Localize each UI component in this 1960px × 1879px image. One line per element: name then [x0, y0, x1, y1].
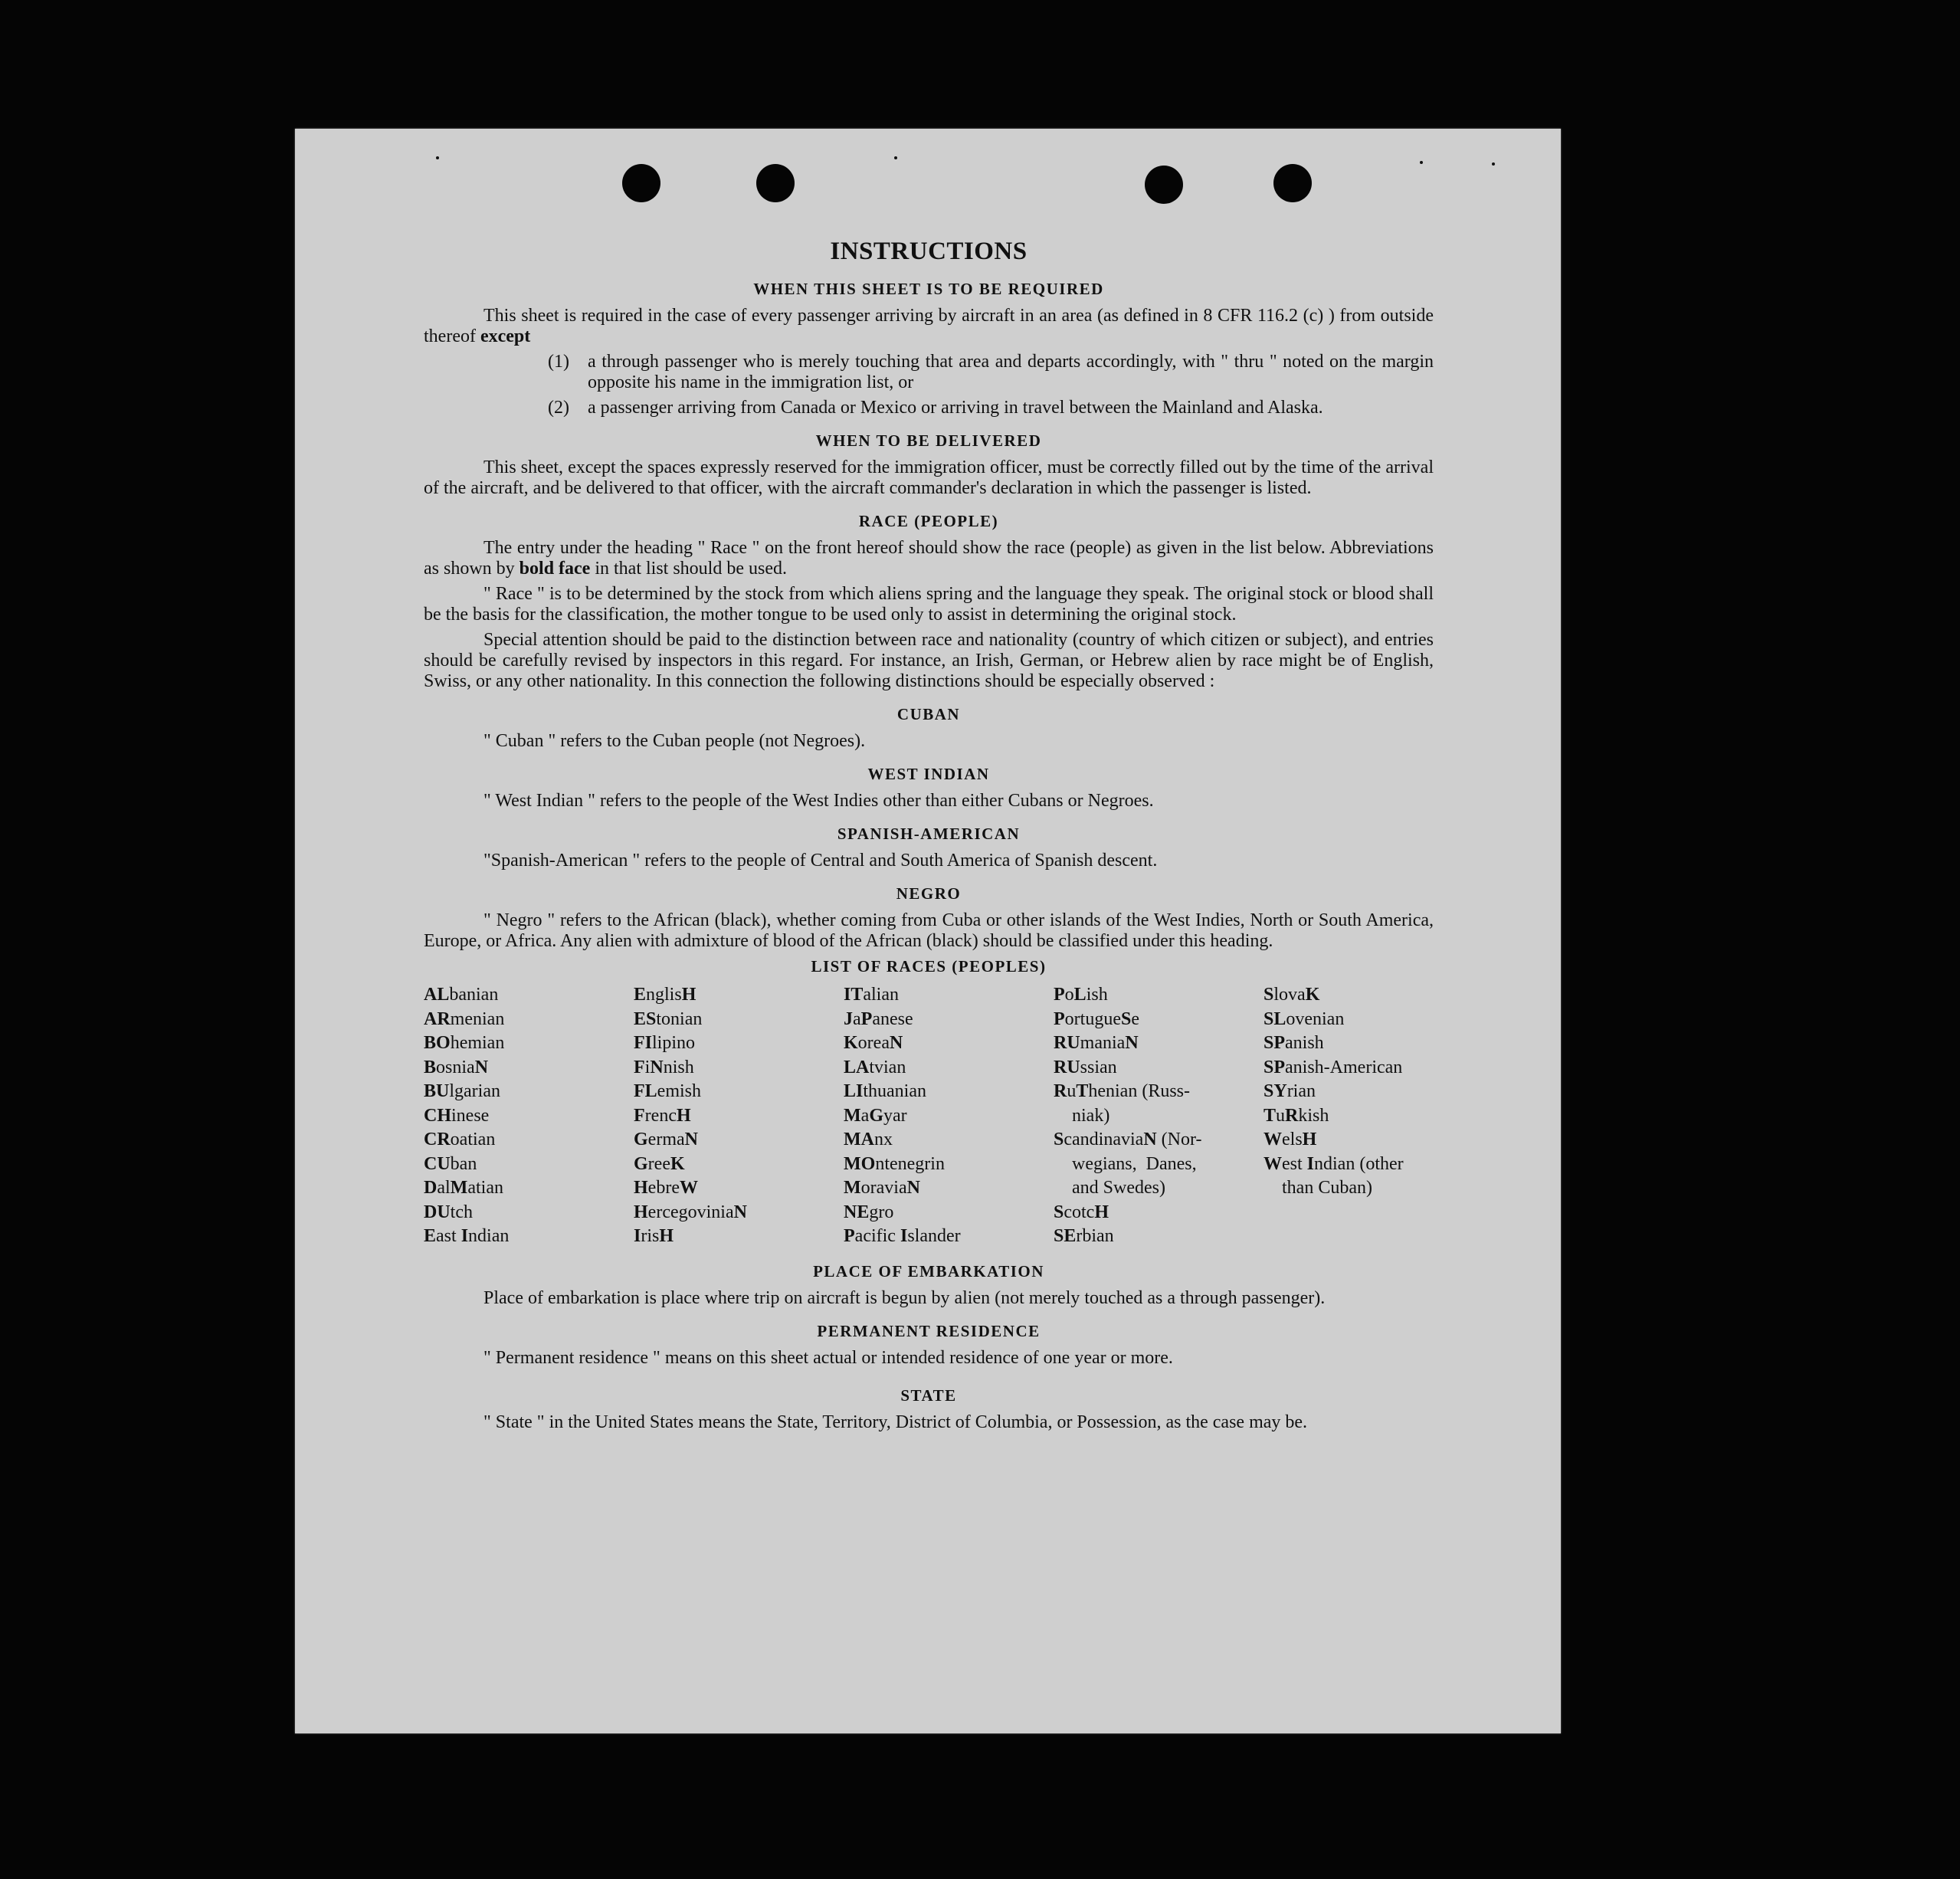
race-abbreviation: MO — [844, 1153, 876, 1174]
race-abbreviation: K — [670, 1153, 685, 1174]
race-entry — [844, 1104, 1054, 1129]
punch-hole — [1273, 164, 1312, 202]
paragraph: " Cuban " refers to the Cuban people (not Negroes). — [483, 731, 866, 751]
race-text: oravia — [860, 1178, 907, 1198]
race-abbreviation: P — [844, 1226, 855, 1246]
race-entry — [1054, 1031, 1264, 1056]
race-entry — [424, 1104, 634, 1129]
race-entry — [844, 983, 1054, 1008]
race-text: nx — [873, 1130, 893, 1149]
race-text: u — [1276, 1105, 1286, 1126]
race-text: ndian — [468, 1226, 510, 1246]
race-abbreviation: M — [450, 1178, 468, 1198]
race-abbreviation: L — [1073, 985, 1087, 1005]
race-entry — [424, 983, 634, 1008]
race-entry — [424, 1031, 634, 1056]
races-column — [1054, 983, 1264, 1249]
race-entry — [1264, 1176, 1440, 1201]
race-text: al — [437, 1178, 451, 1198]
section-heading: STATE — [900, 1385, 957, 1405]
race-abbreviation: SL — [1264, 1008, 1286, 1029]
punch-hole — [756, 164, 795, 202]
race-abbreviation: N — [906, 1178, 920, 1198]
race-abbreviation: SP — [1264, 1033, 1286, 1053]
speck — [436, 156, 439, 159]
race-abbreviation: H — [676, 1105, 691, 1126]
race-text: est — [1282, 1153, 1307, 1174]
race-abbreviation: P — [860, 1008, 873, 1029]
paragraph-text: in that list should be used. — [595, 559, 787, 579]
race-abbreviation: G — [634, 1153, 648, 1174]
race-entry — [1054, 1201, 1264, 1225]
race-entry — [1054, 1056, 1264, 1081]
race-text: acific — [854, 1226, 900, 1246]
race-text: e — [1131, 1008, 1139, 1029]
race-entry — [1054, 1080, 1264, 1104]
race-entry — [634, 1225, 844, 1249]
list-text: a passenger arriving from Canada or Mexico or arriving in travel between the Mainland and Alaska. — [588, 398, 1323, 418]
race-entry — [844, 1176, 1054, 1201]
document-page — [295, 129, 1561, 1733]
race-abbreviation: H — [634, 1202, 648, 1222]
race-entry — [1054, 1128, 1264, 1153]
race-text: candinavia — [1064, 1130, 1144, 1149]
race-text: niak) — [1072, 1105, 1110, 1126]
races-list — [424, 983, 1434, 1249]
race-entry — [634, 1153, 844, 1177]
race-abbreviation: T — [1264, 1105, 1277, 1126]
race-text: henian (Russ- — [1088, 1081, 1191, 1101]
race-abbreviation: B — [424, 1057, 437, 1077]
paragraph: " State " in the United States means the State, Territory, District of Columbia, or Possession, as the case may be. — [483, 1412, 1308, 1432]
race-text: tonian — [656, 1008, 703, 1029]
list-item — [548, 398, 1434, 418]
race-text: orea — [857, 1033, 890, 1053]
race-text: lgarian — [449, 1081, 500, 1101]
race-entry — [844, 1201, 1054, 1225]
section-heading: RACE (PEOPLE) — [858, 512, 999, 530]
race-entry — [1054, 1153, 1264, 1177]
race-text: o — [1064, 985, 1074, 1005]
bold-text: except — [480, 326, 531, 346]
race-text: tch — [450, 1202, 473, 1222]
race-abbreviation: F — [634, 1057, 645, 1077]
race-text: ish — [1086, 985, 1108, 1005]
races-column — [424, 983, 634, 1249]
speck — [1492, 162, 1495, 166]
section-heading: SPANISH-AMERICAN — [837, 825, 1021, 843]
race-abbreviation: H — [681, 985, 696, 1005]
races-column — [634, 983, 844, 1249]
race-abbreviation: P — [1054, 985, 1065, 1005]
race-text: wegians, Danes, — [1072, 1153, 1197, 1174]
list-number: (2) — [548, 398, 569, 418]
paragraph-text: The entry under the heading " Race " on the front hereof should show the race (people) as given in the list below. Abbreviations as shown by — [424, 538, 1434, 579]
paragraph-text: This sheet is required in the case of every passenger arriving by aircraft in an area (as defined in 8 CFR 116.2 (c) ) from outside thereof — [424, 306, 1434, 346]
section-heading: CUBAN — [896, 705, 961, 723]
paragraph — [424, 306, 1434, 347]
race-entry — [634, 1031, 844, 1056]
race-text: u — [1067, 1081, 1077, 1101]
race-abbreviation: CH — [424, 1105, 451, 1126]
races-column — [844, 983, 1054, 1249]
race-abbreviation: S — [1120, 1008, 1132, 1029]
race-text: lipino — [652, 1033, 696, 1053]
race-text: cotc — [1064, 1202, 1095, 1222]
race-text: anish — [1285, 1033, 1324, 1053]
race-text: ortugue — [1064, 1008, 1121, 1029]
race-abbreviation: BO — [424, 1033, 451, 1053]
race-entry — [424, 1056, 634, 1081]
race-abbreviation: H — [1302, 1130, 1317, 1149]
race-entry — [1264, 1008, 1440, 1032]
race-text: rian — [1286, 1081, 1316, 1101]
paragraph: This sheet, except the spaces expressly reserved for the immigration officer, must be correctly filled out by the time of the arrival of the aircraft, and be delivered to that officer, with the aircraft commander's declaration in which the passenger is listed. — [424, 457, 1434, 498]
race-entry — [1264, 1153, 1440, 1177]
race-abbreviation: H — [659, 1226, 674, 1246]
race-entry — [424, 1225, 634, 1249]
race-text: a — [860, 1105, 870, 1126]
race-abbreviation: IT — [844, 985, 864, 1005]
page-title: INSTRUCTIONS — [830, 238, 1028, 265]
race-entry — [844, 1008, 1054, 1032]
race-abbreviation: LA — [844, 1057, 870, 1077]
race-text: osnia — [436, 1057, 475, 1077]
race-abbreviation: T — [1076, 1081, 1089, 1101]
paragraph: " Negro " refers to the African (black), whether coming from Cuba or other islands of the West Indies, North or South America, Europe, or Africa. Any alien with admixture of blood of the African (black) should be classified under this heading. — [424, 910, 1434, 951]
paragraph: " Permanent residence " means on this sheet actual or intended residence of one year or more. — [483, 1347, 1173, 1368]
race-abbreviation: S — [1054, 1130, 1064, 1149]
race-abbreviation: N — [889, 1033, 903, 1053]
race-abbreviation: SP — [1264, 1057, 1286, 1077]
race-abbreviation: M — [844, 1178, 861, 1198]
race-entry — [1264, 1031, 1440, 1056]
race-entry — [634, 1128, 844, 1153]
punch-hole — [1145, 166, 1183, 204]
race-text: nish — [663, 1057, 694, 1077]
race-abbreviation: DU — [424, 1202, 451, 1222]
race-abbreviation: N — [474, 1057, 489, 1077]
race-entry — [1264, 1104, 1440, 1129]
section-heading: WHEN THIS SHEET IS TO BE REQUIRED — [753, 280, 1104, 298]
paragraph: " Race " is to be determined by the stock from which aliens spring and the language they speak. The original stock or blood shall be the basis for the classification, the mother tongue to be used only to assist in determining the original stock. — [424, 584, 1434, 625]
paragraph: "Spanish-American " refers to the people of Central and South America of Spanish descent. — [483, 851, 1158, 871]
race-text: renc — [644, 1105, 677, 1126]
race-entry — [424, 1080, 634, 1104]
race-abbreviation: G — [869, 1105, 883, 1126]
race-text: tvian — [869, 1057, 906, 1077]
bold-text: bold face — [519, 559, 591, 579]
race-abbreviation: K — [844, 1033, 858, 1053]
race-entry — [844, 1080, 1054, 1104]
paragraph: Special attention should be paid to the distinction between race and nationality (country of which citizen or subject), and entries should be carefully revised by inspectors in this regard. For instance, an Irish, German, or Hebrew alien by race might be of English, Swiss, or any other nationality. In this connection the following distinctions should be especially observed : — [424, 630, 1434, 691]
race-entry — [634, 983, 844, 1008]
race-abbreviation: J — [844, 1008, 853, 1029]
race-entry — [1054, 1008, 1264, 1032]
race-text: lova — [1273, 985, 1306, 1005]
race-text: ree — [647, 1153, 670, 1174]
race-abbreviation: BU — [424, 1081, 450, 1101]
instructions-body — [424, 236, 1434, 1438]
race-abbreviation: S — [1264, 985, 1274, 1005]
race-text: ercegovinia — [647, 1202, 734, 1222]
speck — [1420, 161, 1423, 164]
race-abbreviation: G — [634, 1130, 648, 1149]
race-abbreviation: SE — [1054, 1226, 1077, 1246]
race-abbreviation: E — [424, 1226, 437, 1246]
race-text: anish-American — [1285, 1057, 1403, 1077]
section-heading: PERMANENT RESIDENCE — [817, 1321, 1041, 1340]
race-abbreviation: R — [1285, 1105, 1299, 1126]
race-entry — [844, 1128, 1054, 1153]
race-abbreviation: M — [844, 1105, 861, 1126]
list-number: (1) — [548, 352, 569, 372]
race-entry — [1264, 1080, 1440, 1104]
race-abbreviation: NE — [844, 1202, 870, 1222]
race-text: ovenian — [1286, 1008, 1345, 1029]
race-abbreviation: N — [1125, 1033, 1139, 1053]
race-text: than Cuban) — [1282, 1178, 1372, 1198]
race-abbreviation: AR — [424, 1008, 451, 1029]
race-entry — [844, 1056, 1054, 1081]
race-entry — [634, 1080, 844, 1104]
race-text: gro — [869, 1202, 894, 1222]
race-text: ebre — [647, 1178, 680, 1198]
race-entry — [1054, 983, 1264, 1008]
race-entry — [634, 1176, 844, 1201]
race-text: slander — [907, 1226, 961, 1246]
section-heading: LIST OF RACES (PEOPLES) — [811, 957, 1047, 976]
race-abbreviation: W — [1264, 1130, 1282, 1149]
race-entry — [424, 1128, 634, 1153]
race-abbreviation: I — [634, 1226, 641, 1246]
race-text: thuanian — [863, 1081, 926, 1101]
race-abbreviation: I — [1306, 1153, 1315, 1174]
list-item — [548, 352, 1434, 393]
race-abbreviation: I — [900, 1226, 908, 1246]
race-abbreviation: K — [1305, 985, 1320, 1005]
race-abbreviation: R — [1054, 1081, 1067, 1101]
race-entry — [844, 1225, 1054, 1249]
paragraph: " West Indian " refers to the people of the West Indies other than either Cubans or Negroes. — [483, 791, 1154, 811]
race-abbreviation: LI — [844, 1081, 864, 1101]
race-entry — [844, 1153, 1054, 1177]
race-abbreviation: CR — [424, 1130, 451, 1149]
race-abbreviation: N — [684, 1130, 698, 1149]
race-abbreviation: H — [1094, 1202, 1109, 1222]
race-text: emish — [657, 1081, 701, 1101]
race-entry — [1264, 1128, 1440, 1153]
race-entry — [1054, 1176, 1264, 1201]
race-abbreviation: H — [634, 1178, 648, 1198]
race-text: a — [853, 1008, 861, 1029]
paragraph — [424, 538, 1434, 579]
race-abbreviation: RU — [1054, 1033, 1080, 1053]
race-text: ris — [641, 1226, 660, 1246]
race-entry — [634, 1201, 844, 1225]
race-entry — [1264, 983, 1440, 1008]
race-text: alian — [863, 985, 899, 1005]
race-entry — [424, 1176, 634, 1201]
race-text: ndian (other — [1314, 1153, 1404, 1174]
punch-hole — [622, 164, 660, 202]
race-abbreviation: E — [634, 985, 647, 1005]
race-text: anese — [872, 1008, 913, 1029]
race-entry — [424, 1153, 634, 1177]
race-text: inese — [451, 1105, 490, 1126]
race-text: nglis — [646, 985, 682, 1005]
race-text: mania — [1080, 1033, 1126, 1053]
race-entry — [1054, 1104, 1264, 1129]
race-abbreviation: FL — [634, 1081, 657, 1101]
race-abbreviation: N — [650, 1057, 664, 1077]
race-abbreviation: N — [733, 1202, 747, 1222]
race-abbreviation: P — [1054, 1008, 1065, 1029]
race-entry — [424, 1008, 634, 1032]
race-abbreviation: D — [424, 1178, 438, 1198]
section-heading: WEST INDIAN — [867, 765, 990, 783]
race-text: atian — [467, 1178, 503, 1198]
race-text: (Nor- — [1156, 1130, 1202, 1149]
section-heading: PLACE OF EMBARKATION — [813, 1261, 1044, 1281]
race-abbreviation: RU — [1054, 1057, 1080, 1077]
race-text: ban — [450, 1153, 477, 1174]
paragraph: Place of embarkation is place where trip on aircraft is begun by alien (not merely touched as a through passenger). — [483, 1287, 1326, 1308]
race-text: menian — [450, 1008, 505, 1029]
race-text: hemian — [450, 1033, 505, 1053]
list-text: a through passenger who is merely touching that area and departs accordingly, with " thru " noted on the margin opposite his name in the immigration list, or — [588, 352, 1434, 392]
race-text: kish — [1298, 1105, 1329, 1126]
race-abbreviation: MA — [844, 1130, 874, 1149]
race-text: ntenegrin — [875, 1153, 945, 1174]
race-abbreviation: FI — [634, 1033, 652, 1053]
race-text: banian — [449, 985, 499, 1005]
race-text: els — [1282, 1130, 1303, 1149]
race-abbreviation: W — [1264, 1153, 1282, 1174]
race-entry — [634, 1008, 844, 1032]
race-abbreviation: AL — [424, 985, 450, 1005]
race-text: and Swedes) — [1072, 1178, 1165, 1198]
race-text: oatian — [450, 1130, 496, 1149]
race-text: ssian — [1080, 1057, 1117, 1077]
race-abbreviation: ES — [634, 1008, 657, 1029]
race-entry — [1054, 1225, 1264, 1249]
race-entry — [634, 1056, 844, 1081]
races-column — [1264, 983, 1440, 1249]
race-entry — [844, 1031, 1054, 1056]
section-heading: WHEN TO BE DELIVERED — [815, 431, 1042, 450]
race-abbreviation: S — [1054, 1202, 1064, 1222]
race-text: yar — [883, 1105, 907, 1126]
race-abbreviation: SY — [1264, 1081, 1287, 1101]
race-entry — [1264, 1056, 1440, 1081]
speck — [894, 156, 897, 159]
race-entry — [634, 1104, 844, 1129]
race-text: ast — [436, 1226, 461, 1246]
race-text: rbian — [1076, 1226, 1114, 1246]
race-text: i — [644, 1057, 651, 1077]
race-abbreviation: W — [679, 1178, 698, 1198]
race-abbreviation: I — [461, 1226, 469, 1246]
race-abbreviation: N — [1143, 1130, 1157, 1149]
race-abbreviation: F — [634, 1105, 645, 1126]
section-heading: NEGRO — [896, 884, 962, 903]
race-entry — [424, 1201, 634, 1225]
race-text: erma — [647, 1130, 685, 1149]
race-abbreviation: CU — [424, 1153, 451, 1174]
